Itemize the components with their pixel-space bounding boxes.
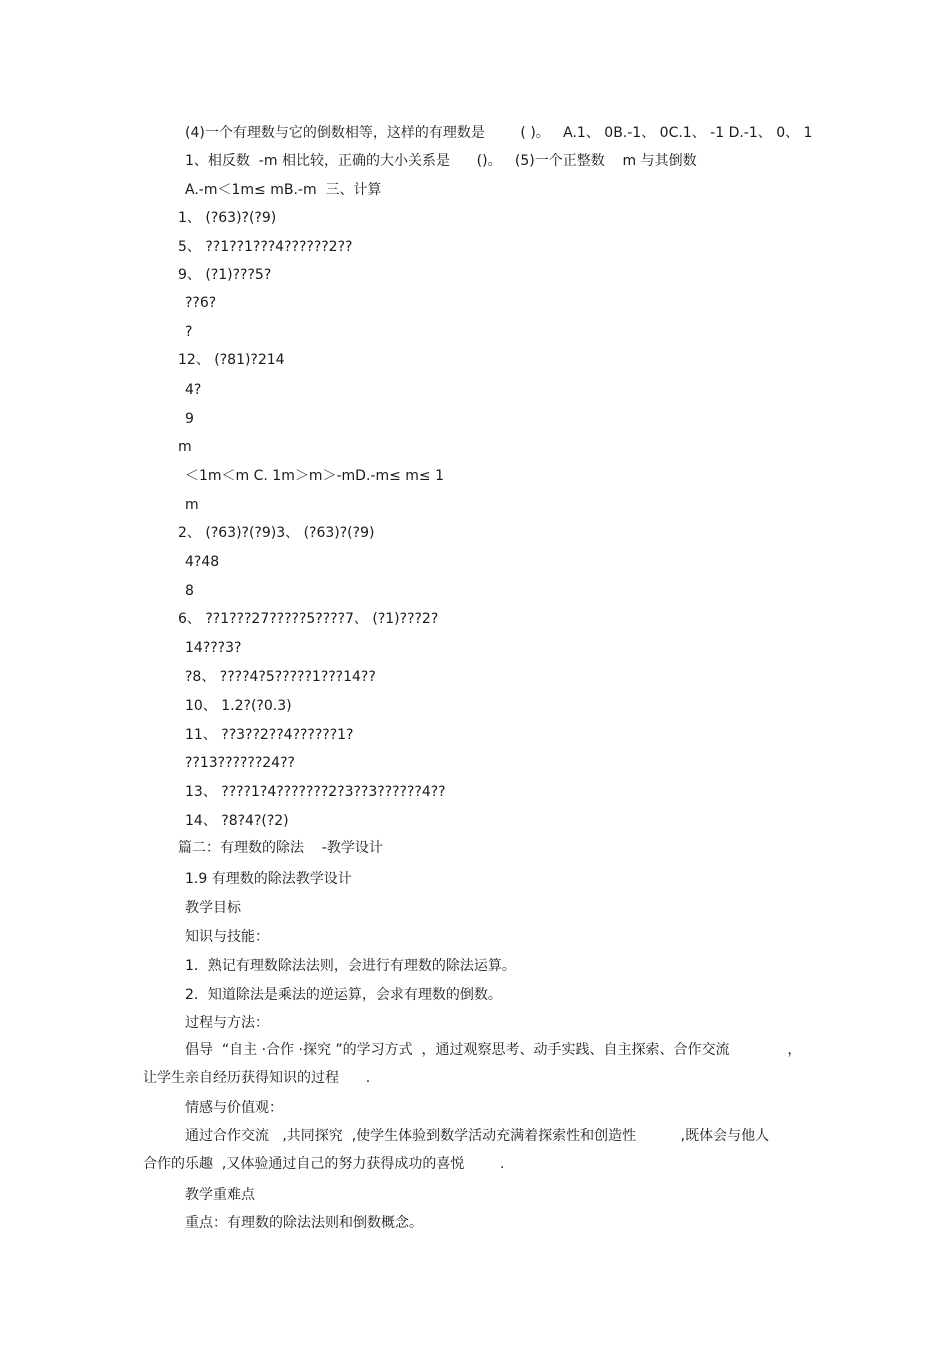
- text-line: ?: [185, 324, 193, 340]
- text-line: 10、 1.2?(?0.3): [185, 698, 292, 714]
- text-line: (4)一个有理数与它的倒数相等，这样的有理数是 ( )。 A.1、 0B.-1、 0C.1、 -1 D.-1、 0、 1: [185, 125, 813, 141]
- text-line: 2．知道除法是乘法的逆运算，会求有理数的倒数。: [185, 987, 502, 1003]
- text-line: 1.9 有理数的除法教学设计: [185, 871, 352, 887]
- text-line: 教学目标: [185, 900, 241, 916]
- text-line: 让学生亲自经历获得知识的过程 .: [143, 1070, 371, 1086]
- text-line: 过程与方法：: [185, 1015, 269, 1031]
- text-line: 13、 ????1?4???????2?3??3??????4??: [185, 784, 446, 800]
- text-line: 14???3?: [185, 640, 242, 656]
- text-line: 情感与价值观：: [185, 1100, 283, 1116]
- text-line: 9: [185, 411, 194, 427]
- text-line: m: [178, 439, 192, 455]
- text-line: ??13??????24??: [185, 755, 295, 771]
- text-line: 1．熟记有理数除法法则，会进行有理数的除法运算。: [185, 958, 516, 974]
- text-line: ?8、 ????4?5?????1???14??: [185, 669, 376, 685]
- text-line: ＜1m＜m C. 1m＞m＞-mD.-m≤ m≤ 1: [185, 468, 445, 484]
- text-line: 12、 (?81)?214: [178, 352, 285, 368]
- section-heading: 篇二：有理数的除法 -教学设计: [178, 840, 383, 856]
- text-line: 1、 (?63)?(?9): [178, 210, 277, 226]
- text-line: ??6?: [185, 295, 217, 311]
- text-line: 14、 ?8?4?(?2): [185, 813, 289, 829]
- text-line: 2、 (?63)?(?9)3、 (?63)?(?9): [178, 525, 375, 541]
- text-line: 11、 ??3??2??4??????1?: [185, 727, 354, 743]
- text-line: A.-m＜1m≤ mB.-m 三、计算: [185, 182, 382, 198]
- text-line: 倡导 “自主 ·合作 ·探究 ”的学习方式 ，通过观察思考、动手实践、自主探索、合作交流 ，: [185, 1042, 802, 1058]
- text-line: 教学重难点: [185, 1187, 255, 1203]
- text-line: 9、 (?1)???5?: [178, 267, 272, 283]
- text-line: 5、 ??1??1???4??????2??: [178, 239, 353, 255]
- text-line: 知识与技能：: [185, 929, 269, 945]
- text-line: m: [185, 497, 199, 513]
- text-line: 合作的乐趣 ,又体验通过自己的努力获得成功的喜悦 .: [143, 1156, 505, 1172]
- text-line: 4?: [185, 382, 202, 398]
- text-line: 通过合作交流 ,共同探究 ,使学生体验到数学活动充满着探索性和创造性 ,既体会与他人: [185, 1128, 770, 1144]
- text-line: 1、相反数 -m 相比较，正确的大小关系是 ()。 (5)一个正整数 m 与其倒数: [185, 153, 697, 169]
- text-line: 重点：有理数的除法法则和倒数概念。: [185, 1215, 423, 1231]
- text-line: 6、 ??1???27?????5????7、 (?1)???2?: [178, 611, 439, 627]
- text-line: 8: [185, 583, 194, 599]
- text-line: 4?48: [185, 554, 220, 570]
